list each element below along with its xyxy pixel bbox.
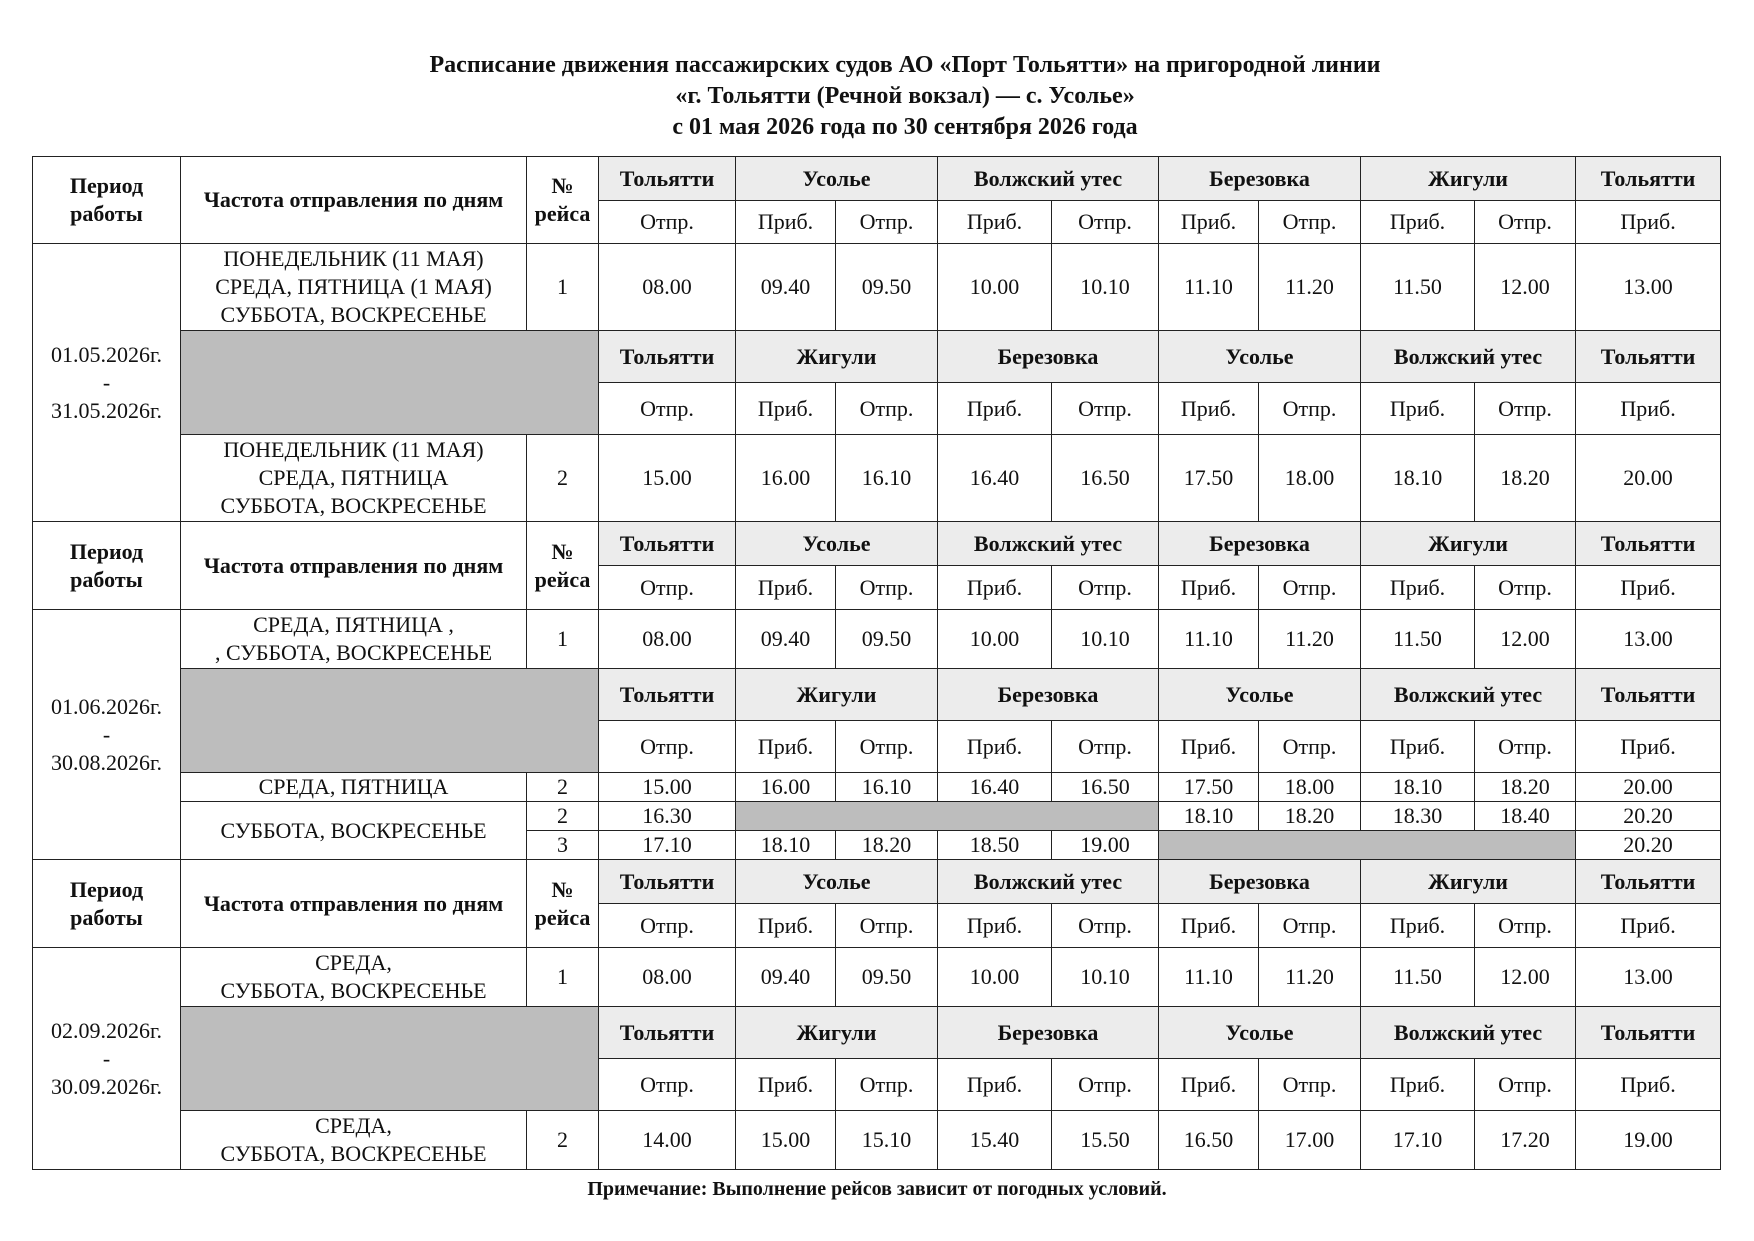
title-line-3: с 01 мая 2026 года по 30 сентября 2026 года bbox=[672, 114, 1138, 140]
station-header: Жигули bbox=[1361, 522, 1576, 566]
trip-number: 1 bbox=[527, 244, 599, 331]
table-row bbox=[33, 331, 1721, 383]
no-service-cell bbox=[736, 802, 1159, 831]
days-cell bbox=[181, 610, 527, 669]
departure-label: Отпр. bbox=[1052, 201, 1159, 244]
table-row bbox=[33, 669, 1721, 721]
time-cell: 18.10 bbox=[1159, 802, 1259, 831]
days-line: ПОНЕДЕЛЬНИК (11 МАЯ) bbox=[223, 246, 484, 271]
station-header: Березовка bbox=[938, 1007, 1159, 1059]
time-cell: 17.10 bbox=[1361, 1111, 1475, 1170]
time-cell: 15.00 bbox=[599, 435, 736, 522]
station-header: Тольятти bbox=[599, 157, 736, 201]
time-cell: 11.20 bbox=[1259, 244, 1361, 331]
period-line: - bbox=[102, 369, 111, 395]
period-cell bbox=[33, 610, 181, 860]
departure-label: Отпр. bbox=[1259, 904, 1361, 948]
table-row bbox=[33, 773, 1721, 802]
station-header: Тольятти bbox=[1576, 157, 1721, 201]
time-cell: 11.10 bbox=[1159, 948, 1259, 1007]
time-cell: 10.00 bbox=[938, 948, 1052, 1007]
days-cell: СУББОТА, ВОСКРЕСЕНЬЕ bbox=[181, 802, 527, 860]
trip-number: 2 bbox=[527, 802, 599, 831]
station-header: Усолье bbox=[1159, 331, 1361, 383]
days-line: , СУББОТА, ВОСКРЕСЕНЬЕ bbox=[214, 640, 493, 665]
period-line: - bbox=[102, 721, 111, 747]
station-header: Березовка bbox=[938, 331, 1159, 383]
trip-number: 1 bbox=[527, 610, 599, 669]
time-cell: 16.10 bbox=[836, 435, 938, 522]
time-cell: 10.00 bbox=[938, 610, 1052, 669]
arrival-label: Приб. bbox=[1576, 201, 1721, 244]
time-cell: 16.30 bbox=[599, 802, 736, 831]
time-cell: 13.00 bbox=[1576, 948, 1721, 1007]
time-cell: 17.50 bbox=[1159, 435, 1259, 522]
period-line: 02.09.2026г. bbox=[50, 1017, 163, 1043]
station-header: Тольятти bbox=[599, 331, 736, 383]
departure-label: Отпр. bbox=[1475, 566, 1576, 610]
time-cell: 17.20 bbox=[1475, 1111, 1576, 1170]
time-cell: 09.40 bbox=[736, 610, 836, 669]
table-row bbox=[33, 948, 1721, 1007]
time-cell: 18.00 bbox=[1259, 773, 1361, 802]
time-cell: 10.10 bbox=[1052, 948, 1159, 1007]
title-line-2: «г. Тольятти (Речной вокзал) — с. Усолье» bbox=[675, 83, 1135, 109]
blank-gray-block bbox=[181, 1007, 599, 1111]
time-cell: 17.10 bbox=[599, 831, 736, 860]
days-line: СРЕДА, bbox=[315, 950, 392, 975]
trip-number: 2 bbox=[527, 1111, 599, 1170]
time-cell: 10.00 bbox=[938, 244, 1052, 331]
departure-label: Отпр. bbox=[1475, 201, 1576, 244]
days-line: СРЕДА, ПЯТНИЦА , bbox=[253, 612, 454, 637]
station-header: Тольятти bbox=[1576, 522, 1721, 566]
station-header: Волжский утес bbox=[1361, 669, 1576, 721]
time-cell: 16.50 bbox=[1052, 773, 1159, 802]
arrival-label: Приб. bbox=[1361, 201, 1475, 244]
arrival-label: Приб. bbox=[1576, 383, 1721, 435]
time-cell: 11.20 bbox=[1259, 610, 1361, 669]
period-line: - bbox=[102, 1045, 111, 1071]
station-header: Тольятти bbox=[1576, 331, 1721, 383]
period-cell bbox=[33, 244, 181, 522]
time-cell: 20.20 bbox=[1576, 802, 1721, 831]
station-header: Тольятти bbox=[1576, 1007, 1721, 1059]
period-header: Период работы bbox=[33, 157, 181, 244]
time-cell: 20.00 bbox=[1576, 435, 1721, 522]
station-header: Тольятти bbox=[599, 669, 736, 721]
days-line: СУББОТА, ВОСКРЕСЕНЬЕ bbox=[220, 978, 487, 1003]
departure-label: Отпр. bbox=[1475, 1059, 1576, 1111]
arrival-label: Приб. bbox=[938, 383, 1052, 435]
table-row bbox=[33, 1111, 1721, 1170]
table-row bbox=[33, 610, 1721, 669]
time-cell: 18.20 bbox=[1475, 435, 1576, 522]
departure-label: Отпр. bbox=[1052, 383, 1159, 435]
period-line: 30.09.2026г. bbox=[50, 1073, 163, 1099]
period-line: 31.05.2026г. bbox=[50, 397, 163, 423]
schedule-table bbox=[32, 156, 1721, 1170]
days-line: СРЕДА, bbox=[315, 1113, 392, 1138]
station-header: Волжский утес bbox=[938, 157, 1159, 201]
table-row bbox=[33, 860, 1721, 904]
arrival-label: Приб. bbox=[736, 566, 836, 610]
departure-label: Отпр. bbox=[1052, 1059, 1159, 1111]
days-line: СУББОТА, ВОСКРЕСЕНЬЕ bbox=[220, 302, 487, 327]
days-cell bbox=[181, 244, 527, 331]
station-header: Тольятти bbox=[1576, 860, 1721, 904]
arrival-label: Приб. bbox=[736, 721, 836, 773]
departure-label: Отпр. bbox=[1259, 201, 1361, 244]
station-header: Волжский утес bbox=[938, 522, 1159, 566]
departure-label: Отпр. bbox=[599, 904, 736, 948]
time-cell: 19.00 bbox=[1576, 1111, 1721, 1170]
days-line: СУББОТА, ВОСКРЕСЕНЬЕ bbox=[220, 1141, 487, 1166]
arrival-label: Приб. bbox=[938, 566, 1052, 610]
departure-label: Отпр. bbox=[836, 721, 938, 773]
time-cell: 18.10 bbox=[1361, 773, 1475, 802]
arrival-label: Приб. bbox=[1576, 1059, 1721, 1111]
arrival-label: Приб. bbox=[1159, 201, 1259, 244]
frequency-header: Частота отправления по дням bbox=[181, 860, 527, 948]
departure-label: Отпр. bbox=[1259, 721, 1361, 773]
time-cell: 13.00 bbox=[1576, 610, 1721, 669]
arrival-label: Приб. bbox=[1361, 904, 1475, 948]
departure-label: Отпр. bbox=[836, 1059, 938, 1111]
arrival-label: Приб. bbox=[1159, 1059, 1259, 1111]
arrival-label: Приб. bbox=[736, 904, 836, 948]
departure-label: Отпр. bbox=[599, 1059, 736, 1111]
arrival-label: Приб. bbox=[1576, 721, 1721, 773]
time-cell: 15.40 bbox=[938, 1111, 1052, 1170]
time-cell: 12.00 bbox=[1475, 610, 1576, 669]
time-cell: 15.00 bbox=[599, 773, 736, 802]
time-cell: 16.40 bbox=[938, 435, 1052, 522]
departure-label: Отпр. bbox=[836, 904, 938, 948]
station-header: Жигули bbox=[1361, 157, 1576, 201]
arrival-label: Приб. bbox=[938, 1059, 1052, 1111]
time-cell: 20.20 bbox=[1576, 831, 1721, 860]
departure-label: Отпр. bbox=[599, 201, 736, 244]
station-header: Березовка bbox=[1159, 157, 1361, 201]
blank-gray-block bbox=[181, 669, 599, 773]
departure-label: Отпр. bbox=[836, 566, 938, 610]
arrival-label: Приб. bbox=[1576, 904, 1721, 948]
time-cell: 11.20 bbox=[1259, 948, 1361, 1007]
time-cell: 10.10 bbox=[1052, 244, 1159, 331]
departure-label: Отпр. bbox=[1052, 566, 1159, 610]
trip-number: 2 bbox=[527, 435, 599, 522]
days-cell bbox=[181, 435, 527, 522]
time-cell: 15.50 bbox=[1052, 1111, 1159, 1170]
arrival-label: Приб. bbox=[1361, 721, 1475, 773]
departure-label: Отпр. bbox=[1052, 721, 1159, 773]
time-cell: 12.00 bbox=[1475, 948, 1576, 1007]
table-row bbox=[33, 802, 1721, 831]
period-header: Период работы bbox=[33, 860, 181, 948]
time-cell: 15.10 bbox=[836, 1111, 938, 1170]
no-service-cell bbox=[1159, 831, 1576, 860]
departure-label: Отпр. bbox=[599, 566, 736, 610]
station-header: Березовка bbox=[938, 669, 1159, 721]
time-cell: 18.10 bbox=[1361, 435, 1475, 522]
arrival-label: Приб. bbox=[1361, 383, 1475, 435]
station-header: Жигули bbox=[736, 331, 938, 383]
time-cell: 18.00 bbox=[1259, 435, 1361, 522]
trip-number: 2 bbox=[527, 773, 599, 802]
trip-number: 3 bbox=[527, 831, 599, 860]
time-cell: 09.50 bbox=[836, 948, 938, 1007]
station-header: Усолье bbox=[1159, 669, 1361, 721]
station-header: Усолье bbox=[736, 522, 938, 566]
days-cell bbox=[181, 948, 527, 1007]
station-header: Тольятти bbox=[1576, 669, 1721, 721]
time-cell: 10.10 bbox=[1052, 610, 1159, 669]
time-cell: 11.50 bbox=[1361, 610, 1475, 669]
document-title bbox=[0, 50, 1754, 143]
departure-label: Отпр. bbox=[836, 201, 938, 244]
station-header: Березовка bbox=[1159, 522, 1361, 566]
title-line-1: Расписание движения пассажирских судов АО «Порт Тольятти» на пригородной линии bbox=[429, 52, 1381, 78]
station-header: Волжский утес bbox=[1361, 1007, 1576, 1059]
trip-number-header: № рейса bbox=[527, 860, 599, 948]
departure-label: Отпр. bbox=[1475, 904, 1576, 948]
station-header: Жигули bbox=[736, 1007, 938, 1059]
time-cell: 16.50 bbox=[1052, 435, 1159, 522]
time-cell: 11.10 bbox=[1159, 610, 1259, 669]
time-cell: 18.20 bbox=[1259, 802, 1361, 831]
station-header: Усолье bbox=[1159, 1007, 1361, 1059]
time-cell: 08.00 bbox=[599, 244, 736, 331]
arrival-label: Приб. bbox=[1159, 721, 1259, 773]
time-cell: 16.00 bbox=[736, 773, 836, 802]
time-cell: 12.00 bbox=[1475, 244, 1576, 331]
days-line: СУББОТА, ВОСКРЕСЕНЬЕ bbox=[220, 493, 487, 518]
departure-label: Отпр. bbox=[1475, 383, 1576, 435]
time-cell: 17.00 bbox=[1259, 1111, 1361, 1170]
departure-label: Отпр. bbox=[1259, 1059, 1361, 1111]
time-cell: 16.10 bbox=[836, 773, 938, 802]
table-row bbox=[33, 244, 1721, 331]
station-header: Березовка bbox=[1159, 860, 1361, 904]
trip-number-header: № рейса bbox=[527, 522, 599, 610]
departure-label: Отпр. bbox=[1052, 904, 1159, 948]
time-cell: 18.10 bbox=[736, 831, 836, 860]
time-cell: 09.50 bbox=[836, 244, 938, 331]
arrival-label: Приб. bbox=[938, 904, 1052, 948]
time-cell: 18.50 bbox=[938, 831, 1052, 860]
time-cell: 18.20 bbox=[1475, 773, 1576, 802]
arrival-label: Приб. bbox=[1361, 566, 1475, 610]
days-line: СРЕДА, ПЯТНИЦА bbox=[258, 465, 449, 490]
station-header: Волжский утес bbox=[938, 860, 1159, 904]
time-cell: 11.10 bbox=[1159, 244, 1259, 331]
departure-label: Отпр. bbox=[1259, 566, 1361, 610]
period-header: Период работы bbox=[33, 522, 181, 610]
station-header: Усолье bbox=[736, 860, 938, 904]
time-cell: 14.00 bbox=[599, 1111, 736, 1170]
trip-number: 1 bbox=[527, 948, 599, 1007]
time-cell: 11.50 bbox=[1361, 244, 1475, 331]
station-header: Усолье bbox=[736, 157, 938, 201]
departure-label: Отпр. bbox=[599, 721, 736, 773]
station-header: Жигули bbox=[1361, 860, 1576, 904]
table-row bbox=[33, 157, 1721, 201]
departure-label: Отпр. bbox=[599, 383, 736, 435]
time-cell: 16.40 bbox=[938, 773, 1052, 802]
arrival-label: Приб. bbox=[938, 721, 1052, 773]
period-cell bbox=[33, 948, 181, 1170]
table-row bbox=[33, 1007, 1721, 1059]
station-header: Тольятти bbox=[599, 522, 736, 566]
time-cell: 15.00 bbox=[736, 1111, 836, 1170]
frequency-header: Частота отправления по дням bbox=[181, 522, 527, 610]
arrival-label: Приб. bbox=[1576, 566, 1721, 610]
time-cell: 11.50 bbox=[1361, 948, 1475, 1007]
time-cell: 20.00 bbox=[1576, 773, 1721, 802]
days-cell: СРЕДА, ПЯТНИЦА bbox=[181, 773, 527, 802]
time-cell: 18.30 bbox=[1361, 802, 1475, 831]
arrival-label: Приб. bbox=[736, 201, 836, 244]
departure-label: Отпр. bbox=[836, 383, 938, 435]
time-cell: 09.40 bbox=[736, 948, 836, 1007]
station-header: Тольятти bbox=[599, 860, 736, 904]
time-cell: 09.50 bbox=[836, 610, 938, 669]
station-header: Тольятти bbox=[599, 1007, 736, 1059]
trip-number-header: № рейса bbox=[527, 157, 599, 244]
days-line: ПОНЕДЕЛЬНИК (11 МАЯ) bbox=[223, 437, 484, 462]
time-cell: 17.50 bbox=[1159, 773, 1259, 802]
period-line: 01.06.2026г. bbox=[50, 693, 163, 719]
time-cell: 16.00 bbox=[736, 435, 836, 522]
station-header: Жигули bbox=[736, 669, 938, 721]
frequency-header: Частота отправления по дням bbox=[181, 157, 527, 244]
arrival-label: Приб. bbox=[938, 201, 1052, 244]
departure-label: Отпр. bbox=[1259, 383, 1361, 435]
time-cell: 09.40 bbox=[736, 244, 836, 331]
time-cell: 08.00 bbox=[599, 948, 736, 1007]
arrival-label: Приб. bbox=[1361, 1059, 1475, 1111]
time-cell: 16.50 bbox=[1159, 1111, 1259, 1170]
footnote: Примечание: Выполнение рейсов зависит от погодных условий. bbox=[587, 1178, 1167, 1200]
time-cell: 19.00 bbox=[1052, 831, 1159, 860]
time-cell: 13.00 bbox=[1576, 244, 1721, 331]
table-row bbox=[33, 522, 1721, 566]
table-row bbox=[33, 435, 1721, 522]
blank-gray-block bbox=[181, 331, 599, 435]
arrival-label: Приб. bbox=[1159, 904, 1259, 948]
days-line: СРЕДА, ПЯТНИЦА (1 МАЯ) bbox=[215, 274, 492, 299]
days-cell bbox=[181, 1111, 527, 1170]
period-line: 01.05.2026г. bbox=[50, 341, 163, 367]
time-cell: 08.00 bbox=[599, 610, 736, 669]
time-cell: 18.20 bbox=[836, 831, 938, 860]
station-header: Волжский утес bbox=[1361, 331, 1576, 383]
arrival-label: Приб. bbox=[1159, 566, 1259, 610]
arrival-label: Приб. bbox=[736, 383, 836, 435]
time-cell: 18.40 bbox=[1475, 802, 1576, 831]
period-line: 30.08.2026г. bbox=[50, 749, 163, 775]
departure-label: Отпр. bbox=[1475, 721, 1576, 773]
arrival-label: Приб. bbox=[736, 1059, 836, 1111]
arrival-label: Приб. bbox=[1159, 383, 1259, 435]
